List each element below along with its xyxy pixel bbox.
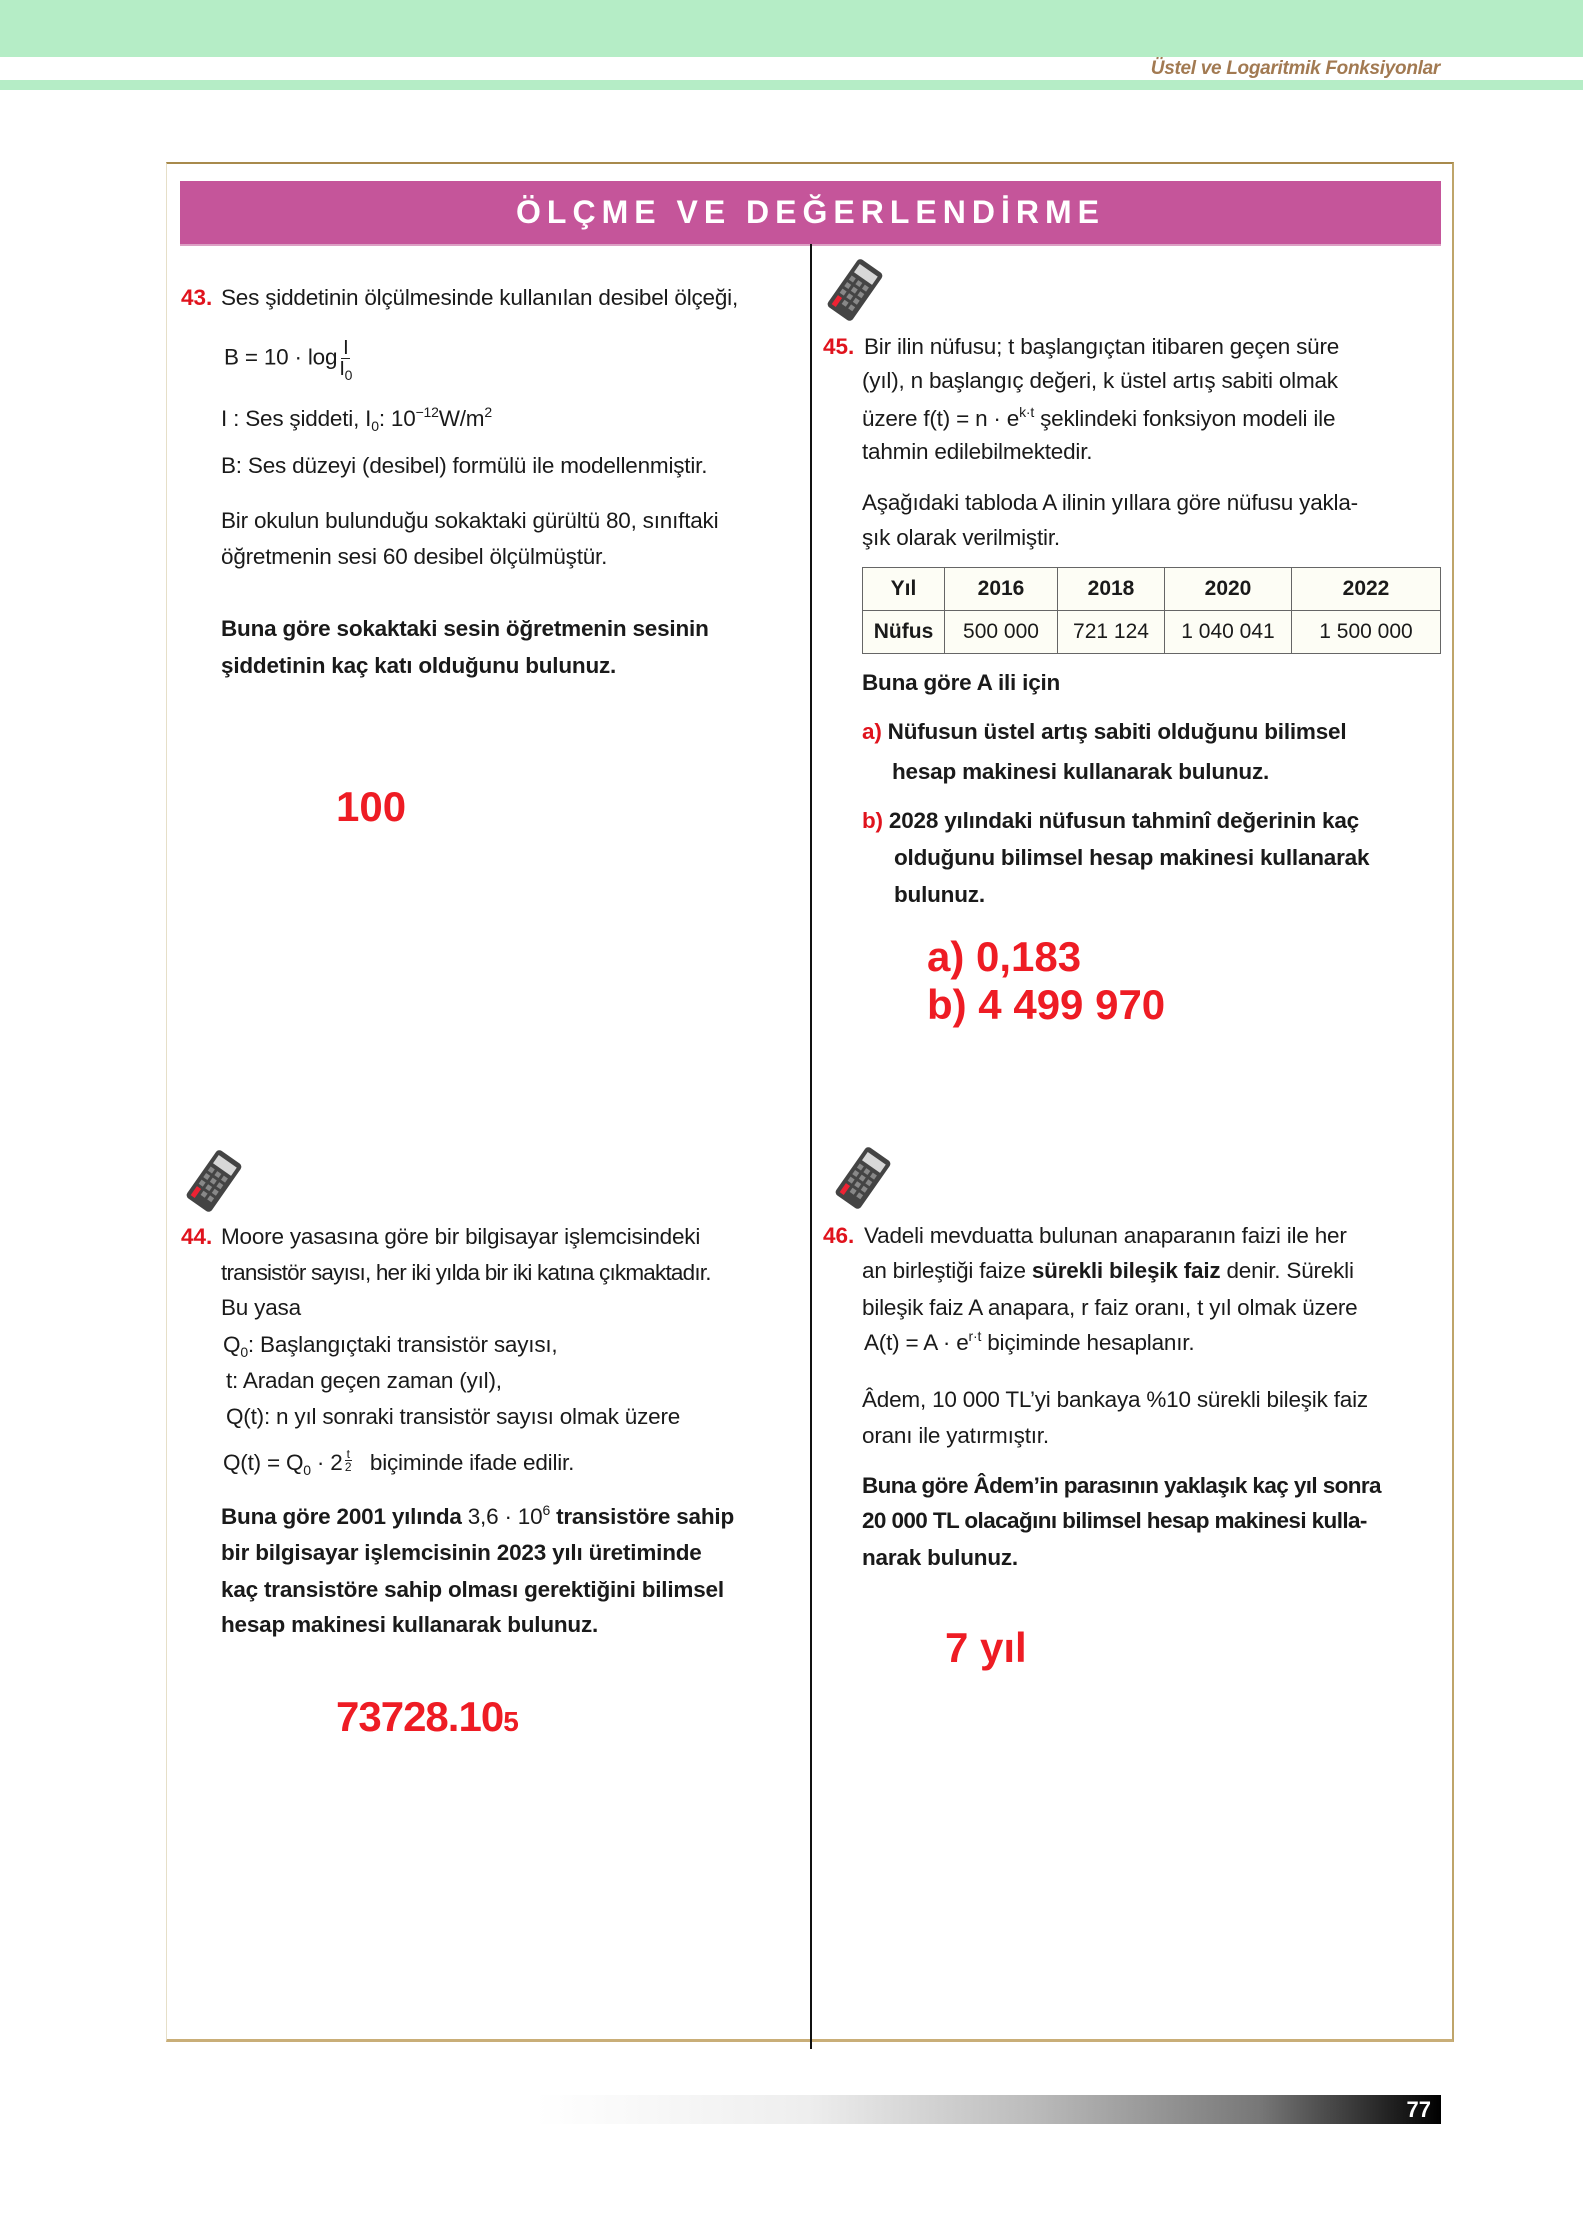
q43-def-intensity (221, 405, 492, 433)
subscript: 0 (344, 367, 353, 383)
text: Q (223, 1332, 241, 1357)
text: Buna göre 2001 yılında (221, 1504, 468, 1529)
term: sürekli bileşik faiz (1031, 1258, 1221, 1283)
q46-question-line: 20 000 TL olacağını bilimsel hesap makinesi kulla- (862, 1508, 1367, 1533)
exponent: r·t (968, 1328, 982, 1344)
fraction (339, 337, 353, 383)
q43-intro: Ses şiddetinin ölçülmesinde kullanılan desibel ölçeği, (221, 285, 739, 310)
table-cell: 1 500 000 (1292, 611, 1441, 654)
table-cell: 721 124 (1058, 611, 1165, 654)
calculator-icon (830, 1145, 896, 1211)
exponent: 6 (542, 1502, 551, 1518)
q46-paragraph-line: oranı ile yatırmıştır. (862, 1423, 1049, 1448)
q45-part-a (862, 718, 1346, 746)
fraction-numerator: I (343, 337, 349, 359)
text: biçiminde ifade edilir. (369, 1450, 575, 1475)
exponent-fraction (345, 1448, 352, 1473)
exponent: 2 (484, 404, 492, 420)
text: I : Ses şiddeti, I (221, 406, 372, 431)
formula-lhs: B = 10 · log (224, 344, 338, 370)
subscript: 0 (240, 1344, 248, 1360)
q43-answer: 100 (336, 783, 407, 830)
text: · 2 (310, 1450, 343, 1475)
q46-answer: 7 yıl (945, 1624, 1027, 1671)
q46-question-line: narak bulunuz. (862, 1545, 1018, 1570)
question-number: 45. (823, 334, 855, 359)
q46-line: bileşik faiz A anapara, r faiz oranı, t yıl olmak üzere (862, 1295, 1358, 1320)
footer-bar (536, 2095, 1441, 2124)
q45-part-b-line: bulunuz. (894, 882, 985, 907)
q44-def-q0 (223, 1331, 557, 1359)
table-row (863, 611, 1441, 654)
text: transistöre sahip (550, 1504, 734, 1529)
q43-formula (224, 337, 353, 383)
exponent: k·t (1019, 404, 1035, 420)
q44-def-t: t: Aradan geçen zaman (yıl), (226, 1368, 502, 1393)
q45-formula-line (862, 405, 1335, 433)
question-number: 46. (823, 1223, 855, 1248)
text: : Başlangıçtaki transistör sayısı, (247, 1332, 558, 1357)
q45-paragraph-line: şık olarak verilmiştir. (862, 525, 1060, 550)
text: A(t) = A · e (864, 1330, 969, 1355)
fraction-denominator: I (339, 358, 345, 380)
q43-question-line: Buna göre sokaktaki sesin öğretmenin sesinin (221, 616, 709, 641)
subscript: 0 (371, 418, 379, 434)
q44-line: Moore yasasına göre bir bilgisayar işlemcisindeki (221, 1224, 701, 1249)
q45-part-b-line: olduğunu bilimsel hesap makinesi kullanarak (894, 845, 1370, 870)
text: 2028 yılındaki nüfusun tahminî değerinin kaç (888, 808, 1359, 833)
q45-lead: Buna göre A ili için (862, 670, 1061, 695)
q45-line: tahmin edilebilmektedir. (862, 439, 1093, 464)
text: an birleştiği faize (862, 1258, 1032, 1283)
question-number: 44. (181, 1224, 213, 1249)
answer-exponent: 5 (503, 1706, 518, 1737)
table-cell: Nüfus (863, 611, 945, 654)
q43-def-level: B: Ses düzeyi (desibel) formülü ile modellenmiştir. (221, 453, 708, 478)
text: üzere f(t) = n · e (862, 406, 1020, 431)
top-band (0, 0, 1583, 57)
text: : 10 (378, 406, 416, 431)
value: 3,6 · 10 (467, 1504, 543, 1529)
q45-answer-b: b) 4 499 970 (927, 981, 1166, 1028)
table-cell: 1 040 041 (1165, 611, 1292, 654)
q44-question-line (221, 1503, 734, 1531)
q46-line (862, 1257, 1354, 1285)
q44-formula (223, 1448, 574, 1477)
table-header-cell: 2020 (1165, 568, 1292, 611)
table-header-cell: 2016 (945, 568, 1058, 611)
q44-line: transistör sayısı, her iki yılda bir iki katına çıkmaktadır. (221, 1260, 711, 1285)
text: Q(t) = Q (223, 1450, 304, 1475)
q46-paragraph-line: Âdem, 10 000 TL’yi bankaya %10 sürekli bileşik faiz (862, 1387, 1368, 1412)
exponent: −12 (415, 404, 439, 420)
q44-question-line: kaç transistöre sahip olması gerektiğini bilimsel (221, 1577, 724, 1602)
table-cell: 500 000 (945, 611, 1058, 654)
part-label: b) (862, 808, 883, 833)
fraction-numerator: t (346, 1447, 350, 1461)
q45-line: Bir ilin nüfusu; t başlangıçtan itibaren geçen süre (864, 334, 1340, 359)
part-label: a) (862, 719, 882, 744)
subscript: 0 (303, 1462, 311, 1478)
q46-line: Vadeli mevduatta bulunan anaparanın faizi ile her (864, 1223, 1347, 1248)
table-header-row (863, 568, 1441, 611)
q44-question-line: bir bilgisayar işlemcisinin 2023 yılı üretiminde (221, 1540, 702, 1565)
q43-paragraph-line: öğretmenin sesi 60 desibel ölçülmüştür. (221, 544, 608, 569)
q45-part-a-line: hesap makinesi kullanarak bulunuz. (892, 759, 1270, 784)
table-header-cell: Yıl (863, 568, 945, 611)
q43-question-line: şiddetinin kaç katı olduğunu bulunuz. (221, 653, 617, 678)
chapter-title: Üstel ve Logaritmik Fonksiyonlar (1150, 58, 1440, 79)
fraction-denominator: 2 (344, 1460, 352, 1474)
text: şeklindeki fonksiyon modeli ile (1034, 406, 1336, 431)
q46-formula (864, 1329, 1194, 1357)
header-rule (0, 80, 1583, 90)
calculator-icon (822, 257, 888, 323)
text: W/m (438, 406, 485, 431)
q44-question-line: hesap makinesi kullanarak bulunuz. (221, 1612, 599, 1637)
question-number: 43. (181, 285, 213, 310)
calculator-icon (181, 1148, 247, 1214)
q44-def-qt: Q(t): n yıl sonraki transistör sayısı olmak üzere (226, 1404, 681, 1429)
q46-question-line: Buna göre Âdem’in parasının yaklaşık kaç yıl sonra (862, 1473, 1381, 1498)
table-header-cell: 2018 (1058, 568, 1165, 611)
column-divider (810, 244, 812, 2049)
q43-paragraph-line: Bir okulun bulunduğu sokaktaki gürültü 80, sınıftaki (221, 508, 719, 533)
answer-value: 73728.10 (336, 1693, 504, 1740)
table-header-cell: 2022 (1292, 568, 1441, 611)
section-banner: ÖLÇME VE DEĞERLENDİRME (180, 181, 1441, 246)
population-table (862, 567, 1441, 654)
text: Nüfusun üstel artış sabiti olduğunu bilimsel (887, 719, 1347, 744)
q44-line: Bu yasa (221, 1295, 301, 1320)
q45-answer-a: a) 0,183 (927, 933, 1082, 980)
q45-paragraph-line: Aşağıdaki tabloda A ilinin yıllara göre nüfusu yakla- (862, 490, 1358, 515)
q45-part-b (862, 807, 1359, 835)
q44-answer (336, 1693, 518, 1746)
text: denir. Sürekli (1220, 1258, 1354, 1283)
page-number: 77 (1406, 2097, 1431, 2122)
text: biçiminde hesaplanır. (981, 1330, 1195, 1355)
q45-line: (yıl), n başlangıç değeri, k üstel artış sabiti olmak (862, 368, 1338, 393)
